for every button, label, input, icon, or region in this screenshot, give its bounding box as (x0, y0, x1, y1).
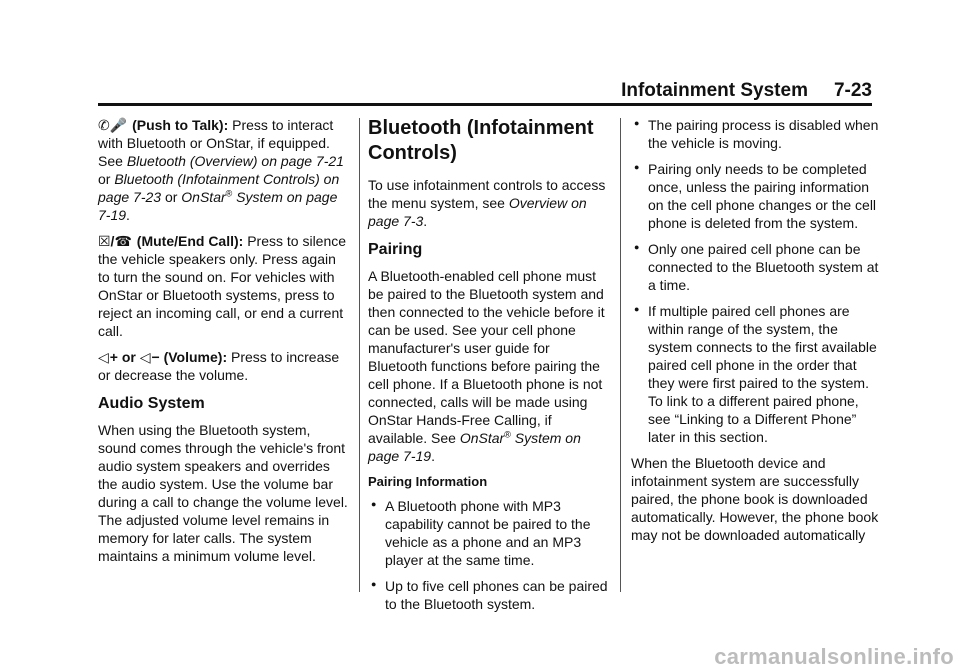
list-item-text: Only one paired cell phone can be connected to the Bluetooth system at a time. (648, 241, 879, 293)
watermark-text: carmanualsonline.info (714, 644, 954, 669)
bullet-icon: ● (371, 579, 377, 589)
pairing-ref-onstar: OnStar (459, 430, 505, 446)
ptt-ref-onstar-page: System on page 7-19 (98, 189, 338, 223)
list-item-text: The pairing process is disabled when the vehicle is moving. (648, 117, 879, 151)
registered-mark: ® (504, 429, 511, 440)
pairing-ref-onstar-page: System on page 7-19 (368, 430, 581, 464)
list-item-text: Up to five cell phones can be paired to the Bluetooth system. (385, 578, 608, 612)
list-item (631, 116, 879, 152)
list-item-text: If multiple paired cell phones are within range of the system, the system connects to the first available paired cell phone in the order that they were first paired to the system. To link to a different paired phone, see “Linking to a Different Phone” later in this section. (648, 303, 877, 445)
ptt-ref-bluetooth-controls: Bluetooth (Infotainment Controls) on page 7-23 (98, 171, 340, 205)
pairing-text: A Bluetooth-enabled cell phone must be paired to the Bluetooth system and then connected to the vehicle before it can be used. See your cell phone manufacturer's user guide for Bluetooth functions before pairing the cell phone. If a Bluetooth phone is not connected, calls will be made using OnStar Hands-Free Calling, if available. See (368, 268, 605, 446)
bullet-icon: ● (634, 118, 640, 128)
mute-end-call-icon: ☒/☎ (98, 233, 132, 249)
ptt-text-2: or (98, 171, 115, 187)
column-divider-1 (359, 118, 360, 592)
bluetooth-infotainment-heading: Bluetooth (Infotainment Controls) (368, 117, 594, 164)
pairing-end: . (431, 448, 435, 464)
ptt-ref-onstar: OnStar (181, 189, 226, 205)
section-title: Infotainment System (621, 80, 808, 101)
bullet-icon: ● (634, 304, 640, 314)
phone-voice-icon: ✆🎤 (98, 117, 128, 133)
list-item-text: A Bluetooth phone with MP3 capability cannot be paired to the vehicle as a phone and an MP3 player at the same time. (385, 498, 591, 568)
registered-mark: ® (225, 188, 233, 199)
page-number: 7-23 (833, 80, 872, 101)
column-2 (368, 116, 608, 621)
intro-text: To use infotainment controls to access the menu system, see (368, 177, 606, 211)
volume-term: − (Volume): (151, 349, 228, 365)
mute-text: Press to silence the vehicle speakers only. Press again to turn the sound on. For vehicles with OnStar or Bluetooth systems, press to reject an incoming call, or end a current call. (98, 233, 347, 339)
list-item (631, 240, 879, 294)
column-divider-2 (620, 118, 621, 592)
intro-paragraph (368, 176, 608, 230)
volume-plus: + or (109, 349, 140, 365)
audio-system-heading: Audio System (98, 395, 205, 412)
header-title (621, 80, 872, 102)
push-to-talk-paragraph (98, 116, 350, 224)
ptt-text-3: or (161, 189, 182, 205)
volume-up-icon: ◁ (98, 349, 109, 365)
column-1 (98, 116, 350, 573)
push-to-talk-term: (Push to Talk): (132, 117, 229, 133)
list-item (368, 577, 608, 613)
list-item (631, 160, 879, 232)
header-rule (98, 103, 872, 106)
pairing-heading: Pairing (368, 241, 423, 258)
bullet-icon: ● (634, 242, 640, 252)
bullet-icon: ● (371, 499, 377, 509)
closing-paragraph: When the Bluetooth device and infotainment system are successfully paired, the phone book is downloaded automatically. However, the phone book may not be downloaded automatically (631, 455, 879, 543)
volume-text: Press to increase or decrease the volume. (98, 349, 340, 383)
list-item-text: Pairing only needs to be completed once, unless the pairing information on the cell phone changes or the cell phone is deleted from the system. (648, 161, 877, 231)
ptt-text-4: . (126, 207, 130, 223)
list-item (631, 302, 879, 446)
volume-down-icon: ◁ (139, 349, 151, 365)
pairing-paragraph (368, 267, 608, 465)
mute-end-call-paragraph (98, 232, 350, 340)
column-3 (631, 116, 879, 552)
intro-ref-overview: Overview on page 7-3 (368, 195, 587, 229)
bullet-icon: ● (634, 162, 640, 172)
intro-end: . (423, 213, 428, 229)
pairing-rules-list (631, 116, 879, 446)
ptt-text-1: Press to interact with Bluetooth or OnStar, if equipped. See (98, 117, 334, 169)
ptt-ref-bluetooth-overview: Bluetooth (Overview) on page 7-21 (126, 153, 344, 169)
pairing-info-list (368, 497, 608, 613)
list-item (368, 497, 608, 569)
mute-end-call-term: (Mute/End Call): (136, 233, 244, 249)
volume-paragraph (98, 348, 350, 384)
audio-system-paragraph: When using the Bluetooth system, sound comes through the vehicle's front audio system speakers and overrides the audio system. Use the volume bar during a call to change the volume level. The adjusted volume level remains in memory for later calls. The system maintains a minimum volume level. (98, 422, 348, 564)
pairing-information-heading: Pairing Information (368, 474, 488, 489)
